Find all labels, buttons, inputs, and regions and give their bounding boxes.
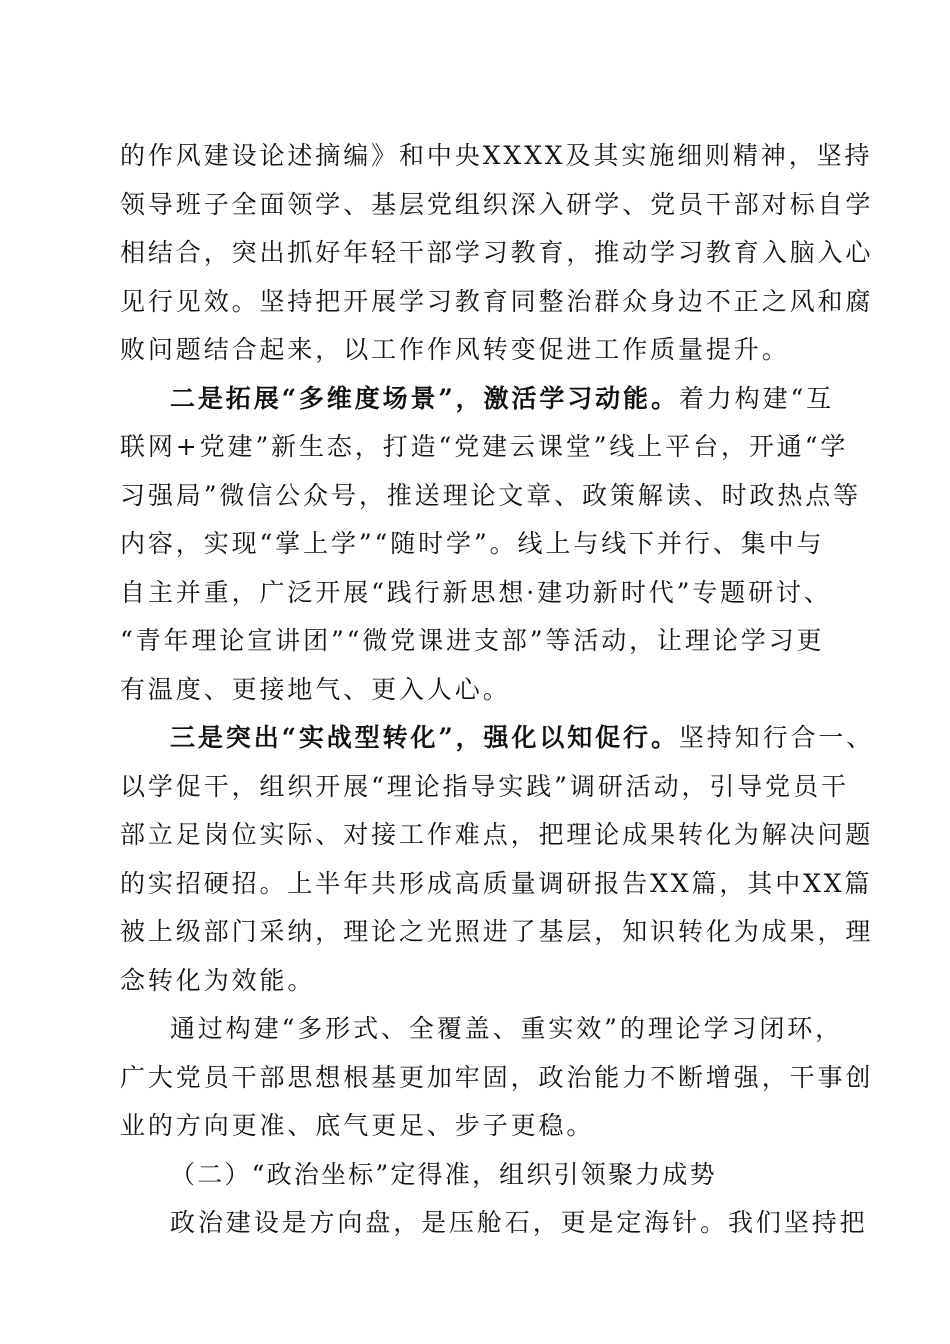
paragraph-4 [120, 1005, 874, 1151]
text-line: 有温度、更接地气、更入人心。 [120, 674, 511, 704]
text-line: “青年理论宣讲团”“微党课进支部”等活动，让理论学习更 [120, 626, 825, 655]
text-line: 联网+党建”新生态，打造“党建云课堂”线上平台，开通“学 [120, 432, 849, 461]
text-line: 见行见效。坚持把开展学习教育同整治群众身边不正之风和腐 [120, 286, 874, 316]
text-run: 着力构建“互 [678, 383, 835, 413]
text-line: 以学促干，组织开展“理论指导实践”调研活动，引导党员干 [120, 771, 849, 801]
text-line: 念转化为效能。 [120, 965, 316, 995]
text-line: 通过构建“多形式、全覆盖、重实效”的理论学习闭环， [170, 1014, 844, 1043]
text-line: 政治建设是方向盘，是压舱石，更是定海针。我们坚持把 [170, 1208, 868, 1237]
text-run: 坚持知行合一、 [678, 723, 875, 752]
text-line [120, 375, 835, 424]
paragraph-3 [120, 714, 875, 1005]
document-body [120, 132, 875, 1248]
text-line: 领导班子全面领学、基层党组织深入研学、党员干部对标自学 [120, 189, 874, 219]
text-line: 内容，实现“掌上学”“随时学”。线上与线下并行、集中与 [120, 529, 825, 558]
text-line: 被上级部门采纳，理论之光照进了基层，知识转化为成果，理 [120, 917, 874, 946]
text-line: 败问题结合起来，以工作作风转变促进工作质量提升。 [120, 335, 790, 364]
section-heading [120, 1151, 832, 1200]
text-line: 的作风建设论述摘编》和中央XXXX及其实施细则精神，坚持 [120, 141, 873, 170]
text-line [120, 714, 875, 763]
section-heading-text: （二）“政治坐标”定得准，组织引领聚力成势 [170, 1159, 717, 1189]
text-line: 业的方向更准、底气更足、步子更稳。 [120, 1111, 595, 1140]
paragraph-5 [120, 1199, 868, 1248]
paragraph-1 [120, 132, 874, 375]
text-line: 部立足岗位实际、对接工作难点，把理论成果转化为解决问题 [120, 820, 874, 849]
text-line: 习强局”微信公众号，推送理论文章、政策解读、时政热点等 [120, 480, 862, 510]
paragraph-2 [120, 375, 862, 715]
text-line: 的实招硬招。上半年共形成高质量调研报告XX篇，其中XX篇 [120, 868, 873, 898]
bold-lead-text: 二是拓展“多维度场景”，激活学习动能。 [170, 383, 679, 413]
text-line: 自主并重，广泛开展“践行新思想·建功新时代”专题研讨、 [120, 577, 832, 607]
text-line: 广大党员干部思想根基更加牢固，政治能力不断增强，干事创 [120, 1062, 874, 1092]
text-line: 相结合，突出抓好年轻干部学习教育，推动学习教育入脑入心 [120, 238, 874, 267]
bold-lead-text: 三是突出“实战型转化”，强化以知促行。 [170, 723, 679, 752]
